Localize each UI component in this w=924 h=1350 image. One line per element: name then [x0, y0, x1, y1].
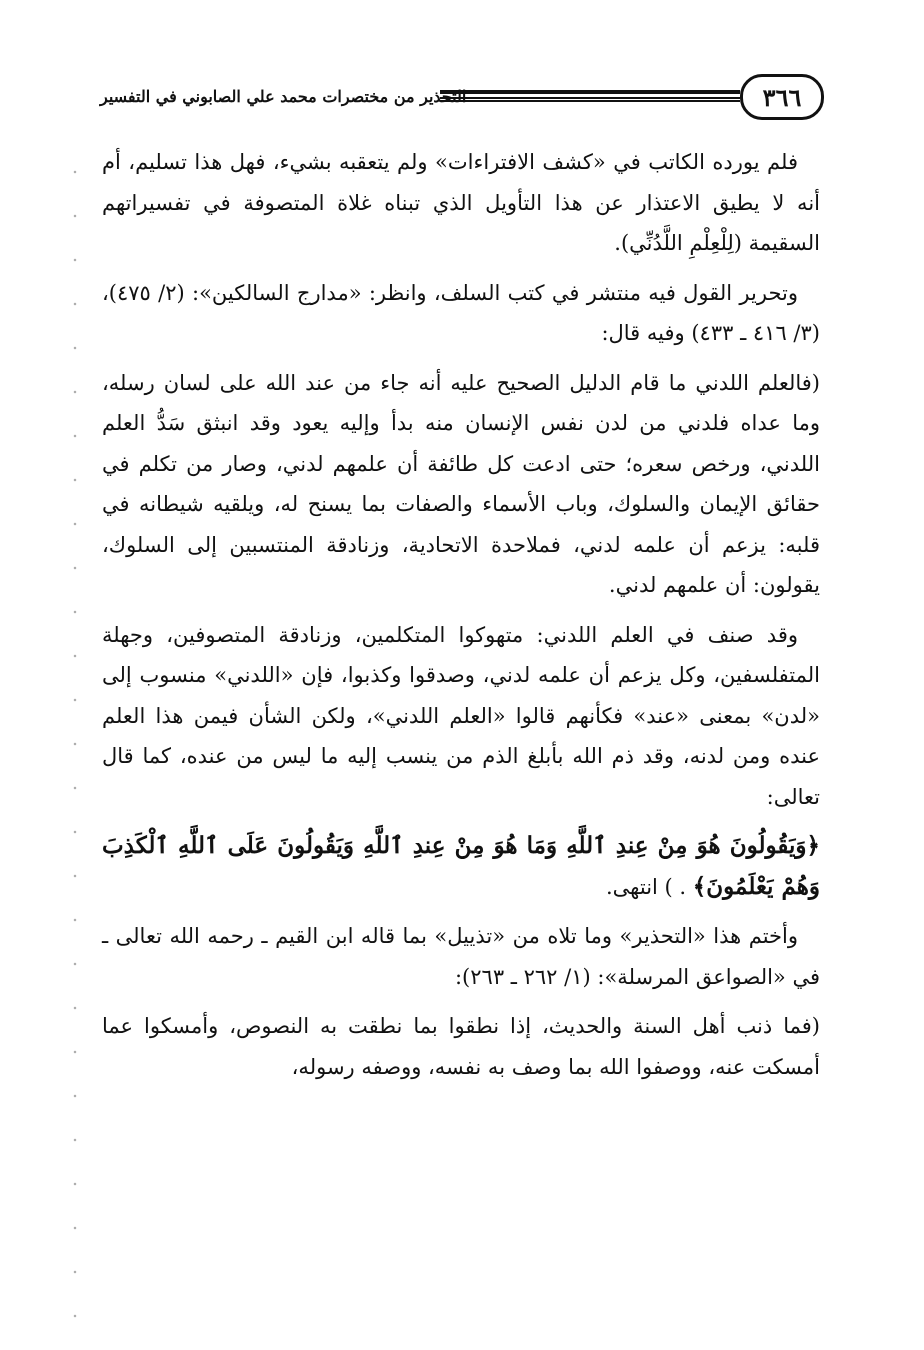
running-title: التحذير من مختصرات محمد علي الصابوني في التفسير [100, 87, 467, 106]
page-number: ٣٦٦ [740, 74, 824, 120]
paragraph-6-quote: (فما ذنب أهل السنة والحديث، إذا نطقوا بما نطقت به النصوص، وأمسكوا عما أمسكت عنه، ووصفوا الله بما وصف به نفسه، ووصفه رسوله، [102, 1014, 820, 1079]
margin-dotted-line [70, 150, 80, 1350]
paragraph-2: وتحرير القول فيه منتشر في كتب السلف، وانظر: «مدارج السالكين»: (٢/ ٤٧٥)، (٣/ ٤١٦ ـ ٤٣٣) وفيه قال: [102, 280, 820, 345]
quran-tail: . ) انتهى. [606, 874, 693, 899]
paragraph-5: وأختم هذا «التحذير» وما تلاه من «تذييل» بما قاله ابن القيم ـ رحمه الله تعالى ـ في «الصواعق المرسلة»: (١/ ٢٦٢ ـ ٢٦٣): [102, 924, 820, 989]
quran-paragraph [102, 826, 820, 907]
page-header [100, 74, 824, 124]
paragraph-3-quote: (فالعلم اللدني ما قام الدليل الصحيح عليه أنه جاء من عند الله على لسان رسله، وما عداه فلدني من لدن نفس الإنسان منه بدأ وإليه يعود وقد انبثق سَدُّ العلم اللدني، ورخص سعره؛ حتى ادعت كل طائفة أن علمهم لدني، وصار من تكلم في حقائق الإيمان والسلوك، وباب الأسماء والصفات بما يسنح له، ويلقيه شيطانه في قلبه: يزعم أن علمه لدني، فملاحدة الاتحادية، وزنادقة المنتسبين إلى السلوك، يقولون: أن علمهم لدني. [102, 370, 820, 597]
header-rule [440, 90, 740, 99]
quran-verse: ﴿وَيَقُولُونَ هُوَ مِنْ عِندِ ٱللَّهِ وَمَا هُوَ مِنْ عِندِ ٱللَّهِ وَيَقُولُونَ عَلَى ٱللَّهِ ٱلْكَذِبَ وَهُمْ يَعْلَمُونَ﴾ [102, 832, 820, 900]
paragraph-4: وقد صنف في العلم اللدني: متهوكوا المتكلمين، وزنادقة المتصوفين، وجهلة المتفلسفين، وكل يزعم أن علمه لدني، وصدقوا وكذبوا، فإن «اللدني» منسوب إلى «لدن» بمعنى «عند» فكأنهم قالوا «العلم اللدني»، ولكن الشأن فيمن هذا العلم عنده ومن لدنه، وقد ذم الله بأبلغ الذم من ينسب إليه ما ليس من عنده، كما قال تعالى: [102, 622, 820, 809]
paragraph-1: فلم يورده الكاتب في «كشف الافتراءات» ولم يتعقبه بشيء، فهل هذا تسليم، أم أنه لا يطيق الاعتذار عن هذا التأويل الذي تبناه غلاة المتصوفة في تفسيراتهم السقيمة (لِلْعِلْمِ اللَّدُنِّي). [102, 150, 820, 255]
page-body [102, 142, 820, 1096]
